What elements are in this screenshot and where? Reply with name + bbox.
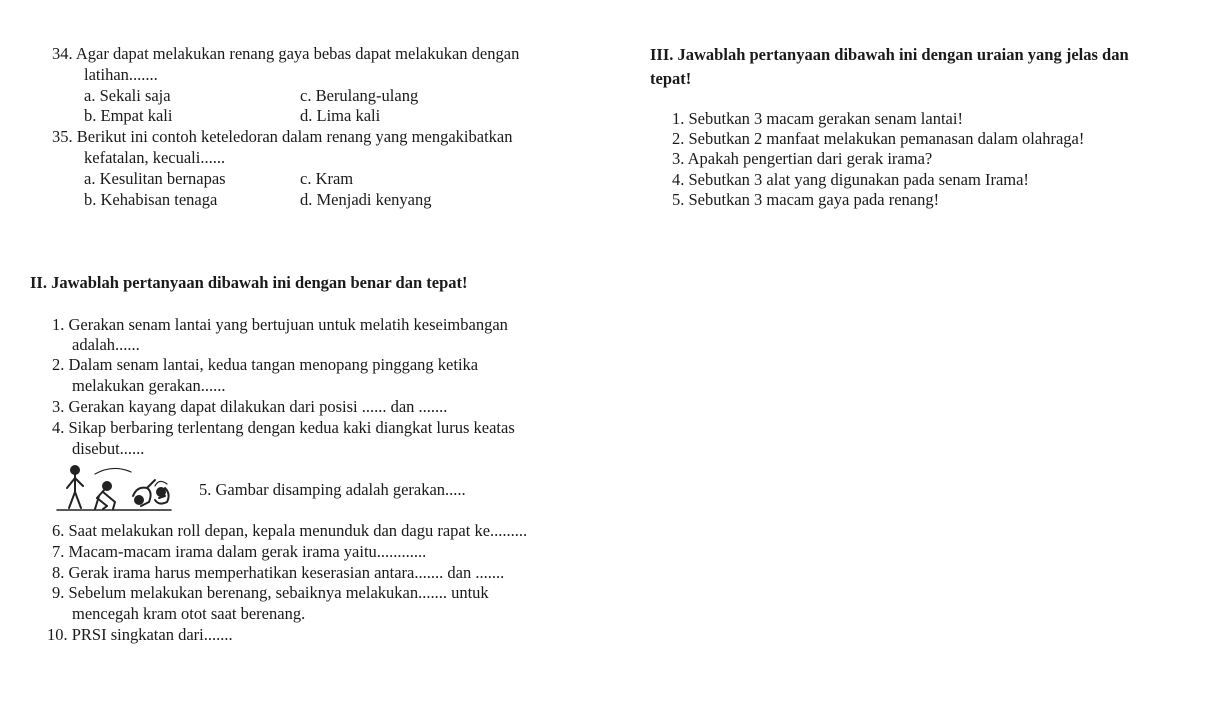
q35-option-a: a. Kesulitan bernapas	[84, 169, 226, 188]
q35-option-d: d. Menjadi kenyang	[300, 190, 432, 209]
section-3-heading: III. Jawablah pertanyaan dibawah ini dengan uraian yang jelas dan	[650, 45, 1129, 64]
q35-option-b: b. Kehabisan tenaga	[84, 190, 218, 209]
essay-q2: 2. Dalam senam lantai, kedua tangan menopang pinggang ketika	[52, 355, 479, 374]
essay-q4: 4. Sikap berbaring terlentang dengan kedua kaki diangkat lurus keatas	[52, 418, 515, 437]
q34-text-cont: latihan.......	[84, 65, 158, 84]
essay-q8: 8. Gerak irama harus memperhatikan keserasian antara....... dan .......	[52, 563, 505, 582]
section-2-heading: II. Jawablah pertanyaan dibawah ini dengan benar dan tepat!	[30, 273, 468, 292]
q35-option-c: c. Kram	[300, 169, 354, 188]
essay-q6: 6. Saat melakukan roll depan, kepala menunduk dan dagu rapat ke.........	[52, 521, 528, 540]
forward-roll-illustration-icon	[55, 462, 173, 514]
description-q3: 3. Apakah pengertian dari gerak irama?	[672, 149, 933, 168]
essay-q1-cont: adalah......	[72, 335, 140, 354]
q35-text-cont: kefatalan, kecuali......	[84, 148, 226, 167]
essay-q10: 10. PRSI singkatan dari.......	[47, 625, 233, 644]
essay-q9-cont: mencegah kram otot saat berenang.	[72, 604, 306, 623]
description-q1: 1. Sebutkan 3 macam gerakan senam lantai!	[672, 109, 963, 128]
q34-option-c: c. Berulang-ulang	[300, 86, 419, 105]
essay-q2-cont: melakukan gerakan......	[72, 376, 226, 395]
essay-q4-cont: disebut......	[72, 439, 145, 458]
description-q2: 2. Sebutkan 2 manfaat melakukan pemanasan dalam olahraga!	[672, 129, 1085, 148]
q34-option-b: b. Empat kali	[84, 106, 173, 125]
q34-option-d: d. Lima kali	[300, 106, 381, 125]
description-q5: 5. Sebutkan 3 macam gaya pada renang!	[672, 190, 940, 209]
essay-q5: 5. Gambar disamping adalah gerakan.....	[199, 480, 466, 499]
essay-q3: 3. Gerakan kayang dapat dilakukan dari posisi ...... dan .......	[52, 397, 448, 416]
description-q4: 4. Sebutkan 3 alat yang digunakan pada senam Irama!	[672, 170, 1029, 189]
q34-option-a: a. Sekali saja	[84, 86, 171, 105]
essay-q1: 1. Gerakan senam lantai yang bertujuan untuk melatih keseimbangan	[52, 315, 508, 334]
essay-q9: 9. Sebelum melakukan berenang, sebaiknya melakukan....... untuk	[52, 583, 489, 602]
q35-text: 35. Berikut ini contoh keteledoran dalam renang yang mengakibatkan	[52, 127, 513, 146]
q34-text: 34. Agar dapat melakukan renang gaya bebas dapat melakukan dengan	[52, 44, 520, 63]
section-3-heading-cont: tepat!	[650, 69, 692, 88]
essay-q7: 7. Macam-macam irama dalam gerak irama yaitu............	[52, 542, 427, 561]
